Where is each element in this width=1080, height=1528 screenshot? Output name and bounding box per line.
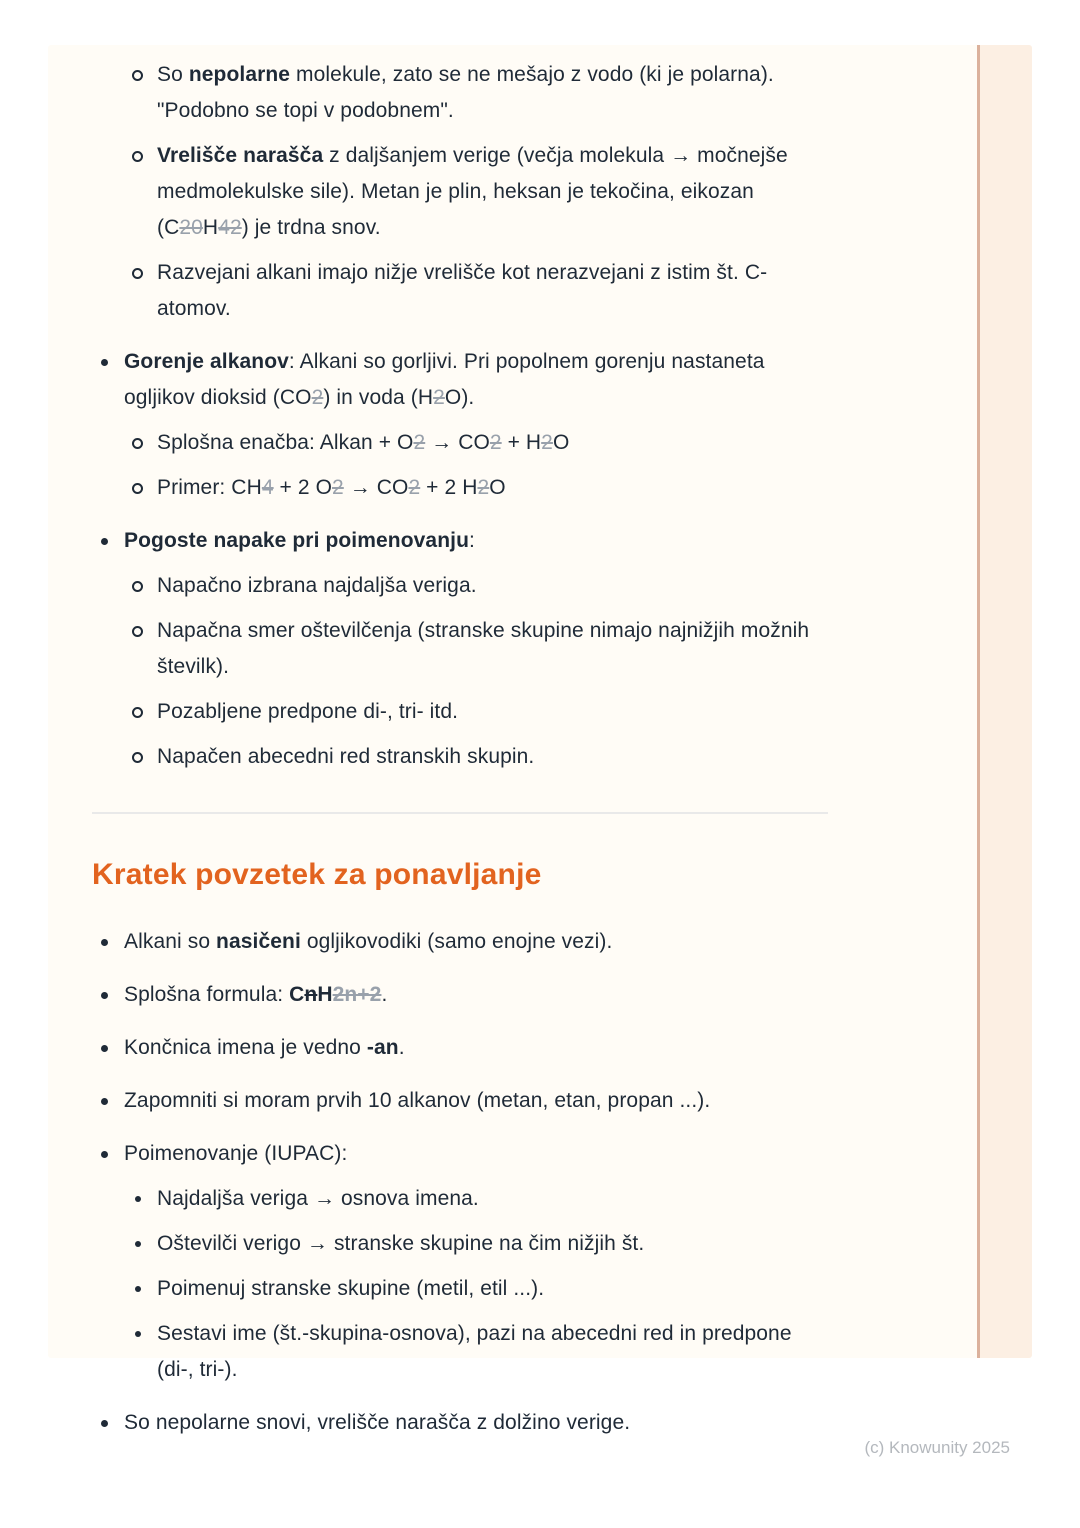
list-item [125, 613, 832, 685]
text-segment: : Alkani so gorljivi. Pri popolnem gorenju nastaneta ogljikov dioksid (CO [124, 350, 765, 409]
list-item [125, 57, 832, 129]
list-item-text [157, 1187, 479, 1210]
list-item-text [157, 1277, 544, 1300]
text-segment: : [469, 529, 475, 552]
list-item-text [124, 350, 765, 409]
text-segment: Sestavi ime (št.-skupina-osnova), pazi na abecedni red in predpone (di-, tri-). [157, 1322, 792, 1381]
document-content [92, 57, 832, 1450]
list-item-text [157, 700, 458, 723]
list-item-text [124, 1411, 630, 1434]
list-item [125, 739, 832, 775]
disc-bullet-icon [101, 1098, 108, 1105]
bullet-list [92, 57, 832, 775]
disc-bullet-icon [101, 1045, 108, 1052]
text-segment: z daljšanjem verige (večja molekula → močnejše medmolekulske sile). Metan je plin, heksan je tekočina, eikozan (C [157, 144, 788, 239]
text-segment: Najdaljša veriga → osnova imena. [157, 1187, 479, 1210]
list-item [125, 1271, 832, 1307]
circle-bullet-icon [132, 268, 143, 279]
disc-bullet-icon [101, 1151, 108, 1158]
footer-credit: (c) Knowunity 2025 [864, 1438, 1010, 1457]
dot-bullet-icon [135, 1241, 141, 1247]
disc-bullet-icon [101, 1420, 108, 1427]
text-segment: Poimenovanje (IUPAC): [124, 1142, 348, 1165]
list-item [125, 255, 832, 327]
dot-bullet-icon [135, 1331, 141, 1337]
list-item-text [124, 1036, 405, 1059]
list-item-text [157, 431, 569, 454]
text-segment: n [304, 983, 318, 1006]
list-item-text [124, 983, 387, 1006]
text-segment: Pogoste napake pri poimenovanju [124, 529, 469, 552]
text-segment: 4 [261, 476, 274, 499]
disc-bullet-icon [101, 992, 108, 999]
text-segment: -an [366, 1036, 399, 1059]
text-segment: → CO [343, 476, 409, 499]
list-item-text [157, 1322, 792, 1381]
text-segment: Oštevilči verigo → stranske skupine na čim nižjih št. [157, 1232, 645, 1255]
text-segment: + 2 O [273, 476, 333, 499]
text-segment: 2 [541, 431, 553, 454]
text-segment: 20 [179, 216, 203, 239]
text-segment: + H [501, 431, 542, 454]
list-item [125, 138, 832, 246]
list-item-text [157, 619, 809, 678]
text-segment: Primer: CH [157, 476, 262, 499]
text-segment: Napačno izbrana najdaljša veriga. [157, 574, 477, 597]
text-segment: nepolarne [188, 63, 291, 86]
disc-bullet-icon [101, 538, 108, 545]
text-segment: 2 [413, 431, 426, 454]
list-item-text [157, 574, 477, 597]
list-item-text [124, 529, 475, 552]
text-segment: Napačen abecedni red stranskih skupin. [157, 745, 535, 768]
list-item-text [157, 63, 774, 122]
section-divider [92, 812, 828, 814]
circle-bullet-icon [132, 707, 143, 718]
disc-bullet-icon [101, 359, 108, 366]
text-segment: Splošna formula: [124, 983, 290, 1006]
list-item [125, 425, 832, 461]
text-segment: Gorenje alkanov [124, 350, 289, 373]
list-item [92, 344, 832, 416]
text-segment: 2 [311, 386, 324, 409]
text-segment: → CO [425, 431, 490, 454]
list-item [125, 1316, 832, 1388]
circle-bullet-icon [132, 70, 143, 81]
text-segment: Pozabljene predpone di-, tri- itd. [157, 700, 459, 723]
text-segment: O). [444, 386, 475, 409]
text-segment: Vrelišče narašča [157, 144, 324, 167]
dot-bullet-icon [135, 1286, 141, 1292]
document-card [48, 45, 1032, 1434]
text-segment: 2 [408, 476, 421, 499]
text-segment: molekule, zato se ne mešajo z vodo (ki je polarna). "Podobno se topi v podobnem". [157, 63, 774, 122]
text-segment: ) je trdna snov. [241, 216, 381, 239]
text-segment: 42 [218, 216, 242, 239]
text-segment: C [289, 983, 305, 1006]
text-segment: O [552, 431, 570, 454]
list-item [92, 523, 832, 559]
text-segment: Splošna enačba: Alkan + O [157, 431, 414, 454]
text-segment: 2 [332, 476, 344, 499]
list-item [125, 694, 832, 730]
text-segment: H [317, 983, 333, 1006]
list-item [92, 1030, 832, 1066]
list-item [92, 1405, 832, 1441]
text-segment: ogljikovodiki (samo enojne vezi). [300, 930, 613, 953]
text-segment: Razvejani alkani imajo nižje vrelišče kot nerazvejani z istim št. C-atomov. [157, 261, 768, 320]
text-segment: O [489, 476, 506, 499]
circle-bullet-icon [132, 626, 143, 637]
list-item [92, 1083, 832, 1119]
text-segment: . [381, 983, 388, 1006]
list-item-text [157, 1232, 644, 1255]
list-item [92, 924, 832, 960]
circle-bullet-icon [132, 483, 143, 494]
text-segment: Končnica imena je vedno [124, 1036, 367, 1059]
list-item-text [157, 476, 506, 499]
list-item [92, 977, 832, 1013]
text-segment: 2 [433, 386, 445, 409]
list-item-text [124, 1089, 710, 1112]
text-segment: . [398, 1036, 405, 1059]
section-heading: Kratek povzetek za ponavljanje [92, 858, 542, 891]
list-item [125, 1181, 832, 1217]
list-item [125, 1226, 832, 1262]
circle-bullet-icon [132, 581, 143, 592]
text-segment: Napačna smer oštevilčenja (stranske skupine nimajo najnižjih možnih številk). [157, 619, 810, 678]
list-item-text [124, 1142, 347, 1165]
text-segment: So [157, 63, 189, 86]
list-item [92, 1136, 832, 1172]
circle-bullet-icon [132, 752, 143, 763]
circle-bullet-icon [132, 438, 143, 449]
circle-bullet-icon [132, 151, 143, 162]
text-segment: ) in voda (H [323, 386, 434, 409]
text-segment: Zapomniti si moram prvih 10 alkanov (metan, etan, propan ...). [124, 1089, 711, 1112]
list-item-text [157, 261, 767, 320]
text-segment: nasičeni [216, 930, 301, 953]
text-segment: So nepolarne snovi, vrelišče narašča z dolžino verige. [124, 1411, 631, 1434]
text-segment: 2n+2 [332, 983, 382, 1006]
bullet-list [92, 924, 832, 1441]
disc-bullet-icon [101, 939, 108, 946]
text-segment: 2 [489, 431, 502, 454]
text-segment: Poimenuj stranske skupine (metil, etil ...). [157, 1277, 545, 1300]
text-segment: Alkani so [124, 930, 217, 953]
text-segment: + 2 H [420, 476, 478, 499]
list-item-text [157, 745, 534, 768]
right-stripe-decoration [977, 45, 1032, 1358]
text-segment: 2 [477, 476, 490, 499]
dot-bullet-icon [135, 1196, 141, 1202]
list-item [125, 568, 832, 604]
text-segment: H [202, 216, 219, 239]
list-item [125, 470, 832, 506]
list-item-text [124, 930, 612, 953]
list-item-text [157, 144, 788, 239]
